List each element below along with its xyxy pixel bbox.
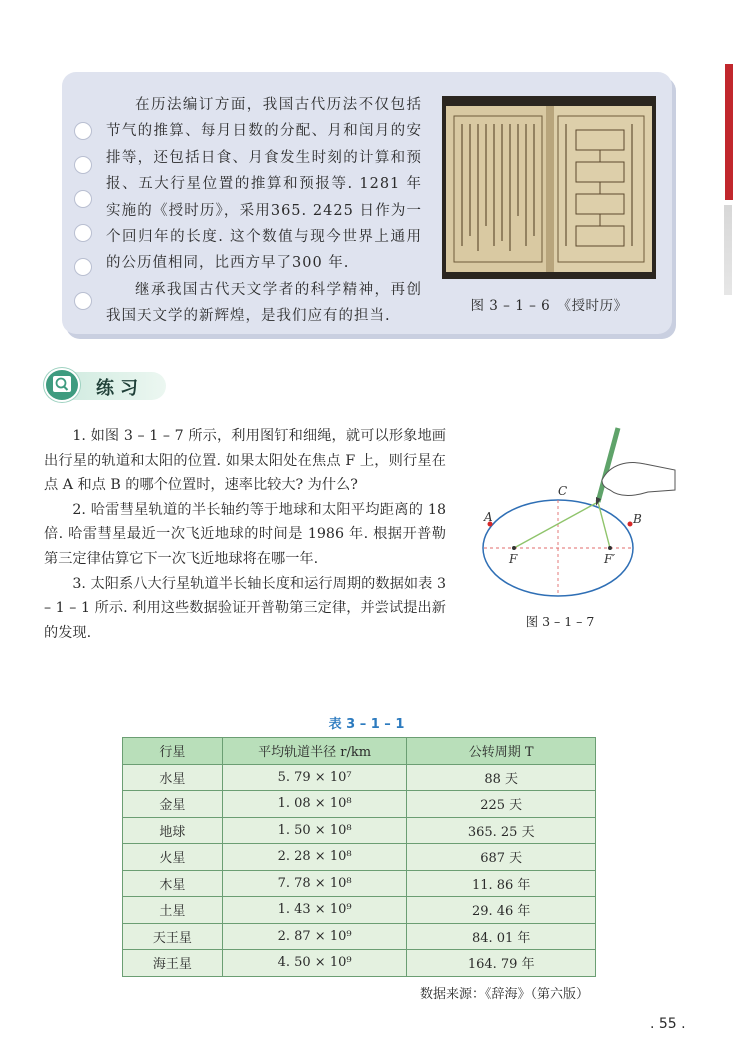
cell-period: 365. 25 天 [407, 817, 596, 844]
string-line [514, 502, 598, 548]
cell-period: 225 天 [407, 791, 596, 818]
table-row [123, 950, 596, 977]
label-F: F [509, 552, 518, 566]
hand-shape [602, 463, 675, 496]
binder-ring-icon [74, 224, 92, 242]
question-item: 2. 哈雷彗星轨道的半长轴约等于地球和太阳平均距离的 18 倍. 哈雷彗星最近一次飞近地球的时间是 1986 年. 根据开普勒第三定律估算它下一次飞近地球将在哪一年. [44, 501, 446, 567]
cell-planet: 地球 [123, 817, 223, 844]
exercise-questions [44, 424, 446, 645]
cell-planet: 水星 [123, 764, 223, 791]
cell-radius: 1. 08 × 10⁸ [222, 791, 407, 818]
binder-ring-icon [74, 190, 92, 208]
binder-ring-icon [74, 122, 92, 140]
focus-F-dot [512, 546, 516, 550]
planet-data-table [122, 737, 596, 977]
table-row [123, 764, 596, 791]
shoushi-calendar-photo [442, 96, 656, 279]
point-B-dot [628, 522, 633, 527]
question-item: 1. 如图 3 – 1 – 7 所示，利用图钉和细绳，就可以形象地画出行星的轨道和太阳的位置. 如果太阳处在焦点 F 上，则行星在点 A 和点 B 的哪个位置时，速率比较大? 为什么? [44, 428, 446, 494]
history-note-box [62, 72, 672, 334]
exercise-header [44, 368, 166, 402]
chapter-edge-tab [725, 64, 733, 200]
photo-caption: 图 3 – 1 – 6 《授时历》 [470, 298, 628, 314]
table-row [123, 897, 596, 924]
exercise-title: 练习 [96, 378, 144, 399]
cell-radius: 7. 78 × 10⁸ [222, 870, 407, 897]
old-book-illustration [442, 96, 656, 279]
cell-period: 164. 79 年 [407, 950, 596, 977]
table-title: 表 3 – 1 – 1 [328, 717, 405, 732]
table-header-row [123, 738, 596, 765]
label-A: A [484, 510, 493, 524]
cell-period: 88 天 [407, 764, 596, 791]
table-row [123, 844, 596, 871]
cell-radius: 1. 43 × 10⁹ [222, 897, 407, 924]
label-B: B [633, 512, 642, 526]
magnifier-icon [44, 368, 80, 402]
header-radius: 平均轨道半径 r/km [222, 738, 407, 765]
chapter-edge-strip [724, 205, 732, 295]
cell-radius: 4. 50 × 10⁹ [222, 950, 407, 977]
cell-period: 29. 46 年 [407, 897, 596, 924]
binder-ring-icon [74, 292, 92, 310]
focus-F2-dot [608, 546, 612, 550]
label-C: C [558, 484, 568, 498]
cell-planet: 火星 [123, 844, 223, 871]
binder-ring-icon [74, 156, 92, 174]
figure-caption: 图 3 – 1 – 7 [525, 614, 595, 629]
table-row [123, 923, 596, 950]
cell-radius: 2. 87 × 10⁹ [222, 923, 407, 950]
note-paragraph: 在历法编订方面，我国古代历法不仅包括节气的推算、每月日数的分配、月和闰月的安排等，还包括日食、月食发生时刻的计算和预报、五大行星位置的推算和预报等. 1281 年实施的《授时历》，采用365. 2425 日作为一个回归年的长度. 这个数值与现今世界上通用的公历值相同，比西方早了300 年. [106, 97, 422, 272]
cell-period: 84. 01 年 [407, 923, 596, 950]
cell-planet: 天王星 [123, 923, 223, 950]
cell-period: 687 天 [407, 844, 596, 871]
label-F-prime: F′ [604, 552, 616, 566]
table-row [123, 817, 596, 844]
cell-planet: 木星 [123, 870, 223, 897]
question-item: 3. 太阳系八大行星轨道半长轴长度和运行周期的数据如表 3 – 1 – 1 所示. 利用这些数据验证开普勒第三定律，并尝试提出新的发现. [44, 575, 446, 641]
data-source: 数据来源：《辞海》（第六版） [420, 987, 590, 1002]
history-note-text [106, 92, 422, 330]
note-paragraph: 继承我国古代天文学者的科学精神，再创我国天文学的新辉煌，是我们应有的担当. [106, 281, 422, 325]
cell-planet: 金星 [123, 791, 223, 818]
page-number: . 55 . [650, 1016, 686, 1032]
cell-radius: 1. 50 × 10⁸ [222, 817, 407, 844]
table-row [123, 870, 596, 897]
cell-radius: 2. 28 × 10⁸ [222, 844, 407, 871]
binder-ring-icon [74, 258, 92, 276]
cell-planet: 土星 [123, 897, 223, 924]
cell-planet: 海王星 [123, 950, 223, 977]
cell-period: 11. 86 年 [407, 870, 596, 897]
header-period: 公转周期 T [407, 738, 596, 765]
string-line [598, 502, 610, 548]
ellipse-figure [470, 420, 680, 609]
table-row [123, 791, 596, 818]
cell-radius: 5. 79 × 10⁷ [222, 764, 407, 791]
header-planet: 行星 [123, 738, 223, 765]
